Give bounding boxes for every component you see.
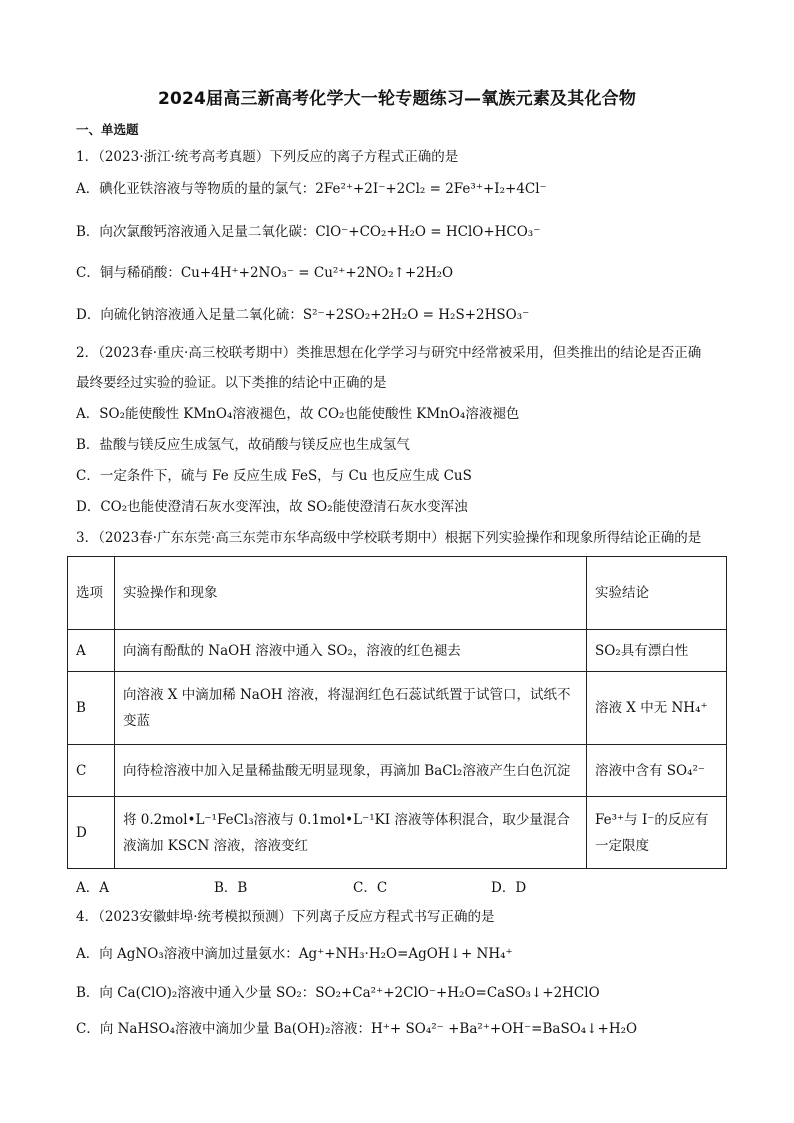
table-header-row [68, 557, 727, 630]
section-heading: 一、单选题 [76, 122, 139, 137]
table-cell-operation: 向滴有酚酞的 NaOH 溶液中通入 SO₂，溶液的红色褪去 [115, 630, 587, 672]
question-2-option-c: C．一定条件下，硫与 Fe 反应生成 FeS，与 Cu 也反应生成 CuS [76, 468, 472, 484]
table-cell-conclusion: 溶液 X 中无 NH₄⁺ [587, 672, 727, 745]
answer-option-a: A．A [76, 880, 109, 896]
question-3-answer-options [76, 876, 636, 896]
table-cell-option: D [68, 797, 115, 869]
table-header-cell: 实验操作和现象 [115, 557, 587, 630]
question-2-stem-line-2: 最终要经过实验的验证。以下类推的结论中正确的是 [76, 375, 387, 391]
question-2-stem-line-1: 2．（2023春·重庆·高三校联考期中）类推思想在化学学习与研究中经常被采用，但类推出的结论是否正确 [76, 345, 702, 361]
question-2-option-b: B．盐酸与镁反应生成氢气，故硝酸与镁反应也生成氢气 [76, 437, 410, 453]
experiment-table [67, 556, 727, 869]
table-row [68, 630, 727, 672]
answer-option-c: C．C [353, 880, 388, 896]
table-row [68, 797, 727, 869]
table-cell-operation: 向溶液 X 中滴加稀 NaOH 溶液，将湿润红色石蕊试纸置于试管口，试纸不变蓝 [115, 672, 587, 745]
question-1-option-b: B．向次氯酸钙溶液通入足量二氧化碳：ClO⁻+CO₂+H₂O = HClO+HCO₃⁻ [76, 224, 541, 240]
table-header-cell: 选项 [68, 557, 115, 630]
table-cell-option: B [68, 672, 115, 745]
table-cell-operation: 将 0.2mol•L⁻¹FeCl₃溶液与 0.1mol•L⁻¹KI 溶液等体积混合，取少量混合液滴加 KSCN 溶液，溶液变红 [115, 797, 587, 869]
table-cell-conclusion: SO₂具有漂白性 [587, 630, 727, 672]
question-1-option-d: D．向硫化钠溶液通入足量二氧化硫：S²⁻+2SO₂+2H₂O = H₂S+2HSO₃⁻ [76, 307, 530, 323]
question-1-option-c: C．铜与稀硝酸：Cu+4H⁺+2NO₃⁻ = Cu²⁺+2NO₂↑+2H₂O [76, 265, 454, 281]
table-cell-conclusion: 溶液中含有 SO₄²⁻ [587, 745, 727, 797]
table-cell-option: C [68, 745, 115, 797]
question-4-stem: 4．（2023安徽蚌埠·统考模拟预测）下列离子反应方程式书写正确的是 [76, 909, 495, 925]
table-cell-option: A [68, 630, 115, 672]
table-cell-conclusion: Fe³⁺与 I⁻的反应有一定限度 [587, 797, 727, 869]
question-4-option-a: A．向 AgNO₃溶液中滴加过量氨水：Ag⁺+NH₃·H₂O=AgOH↓+ NH₄⁺ [76, 946, 513, 962]
table-row [68, 672, 727, 745]
page-title: 2024届高三新高考化学大一轮专题练习—氧族元素及其化合物 [157, 89, 637, 109]
question-1-option-a: A．碘化亚铁溶液与等物质的量的氯气：2Fe²⁺+2I⁻+2Cl₂ = 2Fe³⁺+I₂+4Cl⁻ [76, 181, 547, 197]
question-2-option-a: A．SO₂能使酸性 KMnO₄溶液褪色，故 CO₂也能使酸性 KMnO₄溶液褪色 [76, 406, 520, 422]
table-header-cell: 实验结论 [587, 557, 727, 630]
answer-option-b: B．B [214, 880, 248, 896]
question-1-stem: 1．（2023·浙江·统考高考真题）下列反应的离子方程式正确的是 [76, 149, 459, 165]
question-3-stem: 3．（2023春·广东东莞·高三东莞市东华高级中学校联考期中）根据下列实验操作和现象所得结论正确的是 [76, 530, 702, 546]
question-2-option-d: D．CO₂也能使澄清石灰水变浑浊，故 SO₂能使澄清石灰水变浑浊 [76, 499, 468, 515]
table-cell-operation: 向待检溶液中加入足量稀盐酸无明显现象，再滴加 BaCl₂溶液产生白色沉淀 [115, 745, 587, 797]
answer-option-d: D．D [491, 880, 527, 896]
question-4-option-c: C．向 NaHSO₄溶液中滴加少量 Ba(OH)₂溶液：H⁺+ SO₄²⁻ +Ba²⁺+OH⁻=BaSO₄↓+H₂O [76, 1021, 638, 1037]
question-4-option-b: B．向 Ca(ClO)₂溶液中通入少量 SO₂：SO₂+Ca²⁺+2ClO⁻+H₂O=CaSO₃↓+2HClO [76, 985, 600, 1001]
table-row [68, 745, 727, 797]
